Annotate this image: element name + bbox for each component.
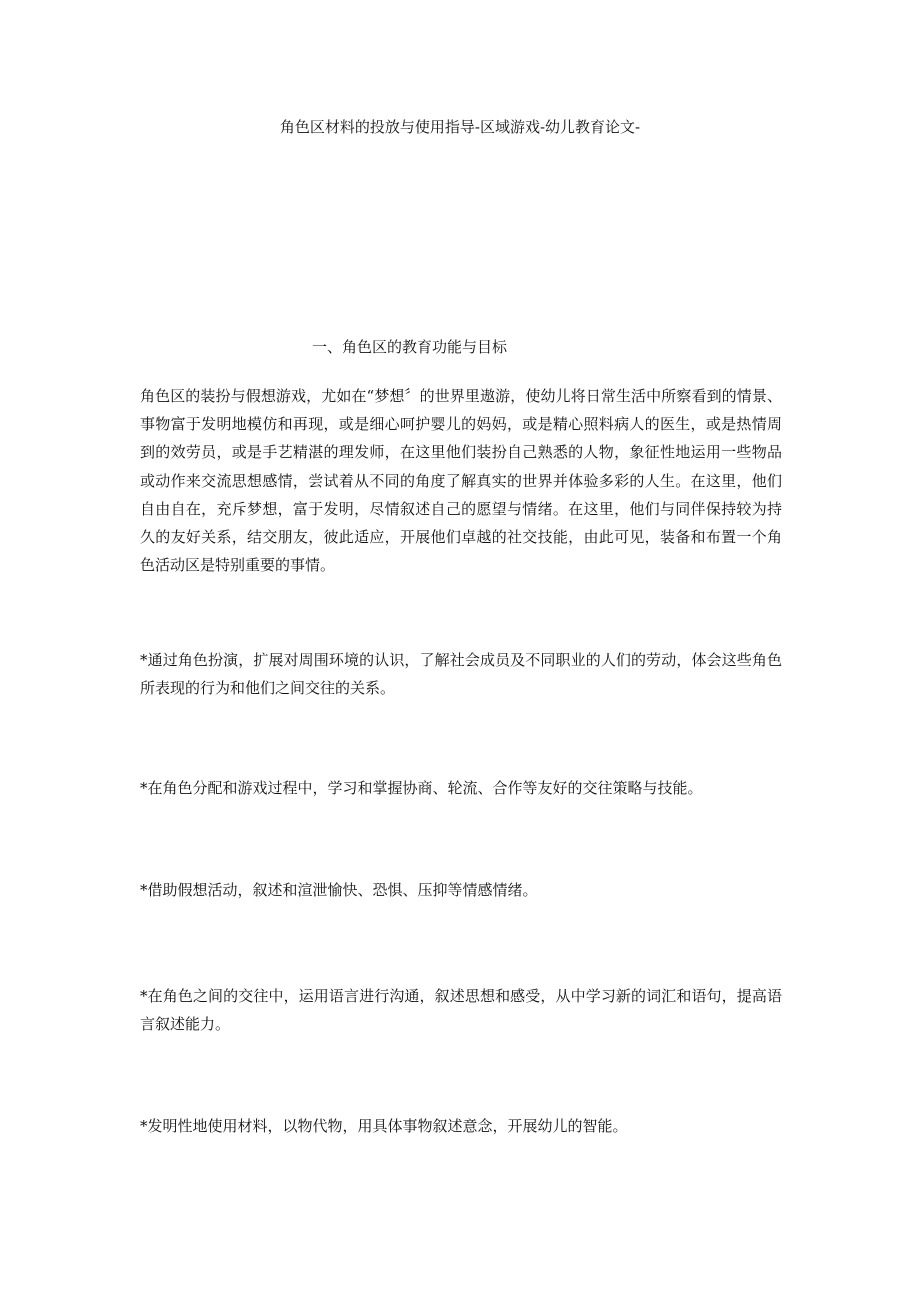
section-heading: 一、角色区的教育功能与目标	[312, 338, 508, 356]
goal-item-2: *在角色分配和游戏过程中，学习和掌握协商、轮流、合作等友好的交往策略与技能。	[140, 779, 703, 797]
goal-item-1: *通过角色扮演，扩展对周围环境的认识，了解社会成员及不同职业的人们的劳动，体会这些角色所表现的行为和他们之间交往的关系。	[140, 651, 782, 698]
goal-item-3: *借助假想活动，叙述和渲泄愉快、恐惧、压抑等情感情绪。	[140, 881, 538, 899]
goal-item-4: *在角色之间的交往中，运用语言进行沟通，叙述思想和感受，从中学习新的词汇和语句，提高语言叙述能力。	[140, 987, 782, 1034]
intro-paragraph: 角色区的装扮与假想游戏，尤如在“梦想〞的世界里遨游，使幼儿将日常生活中所察看到的情景、事物富于发明地模仿和再现，或是细心呵护婴儿的妈妈，或是精心照料病人的医生，或是热情周到的效劳员，或是手艺精湛的理发师，在这里他们装扮自己熟悉的人物，象征性地运用一些物品或动作来交流思想感情，尝试着从不同的角度了解真实的世界并体验多彩的人生。在这里，他们自由自在，充斥梦想，富于发明，尽情叙述自己的愿望与情绪。在这里，他们与同伴保持较为持久的友好关系，结交朋友，彼此适应，开展他们卓越的社交技能，由此可见，装备和布置一个角色活动区是特别重要的事情。	[140, 387, 782, 575]
goal-item-5: *发明性地使用材料，以物代物，用具体事物叙述意念，开展幼儿的智能。	[140, 1117, 628, 1135]
document-title: 角色区材料的投放与使用指导-区域游戏-幼儿教育论文-	[279, 118, 641, 136]
